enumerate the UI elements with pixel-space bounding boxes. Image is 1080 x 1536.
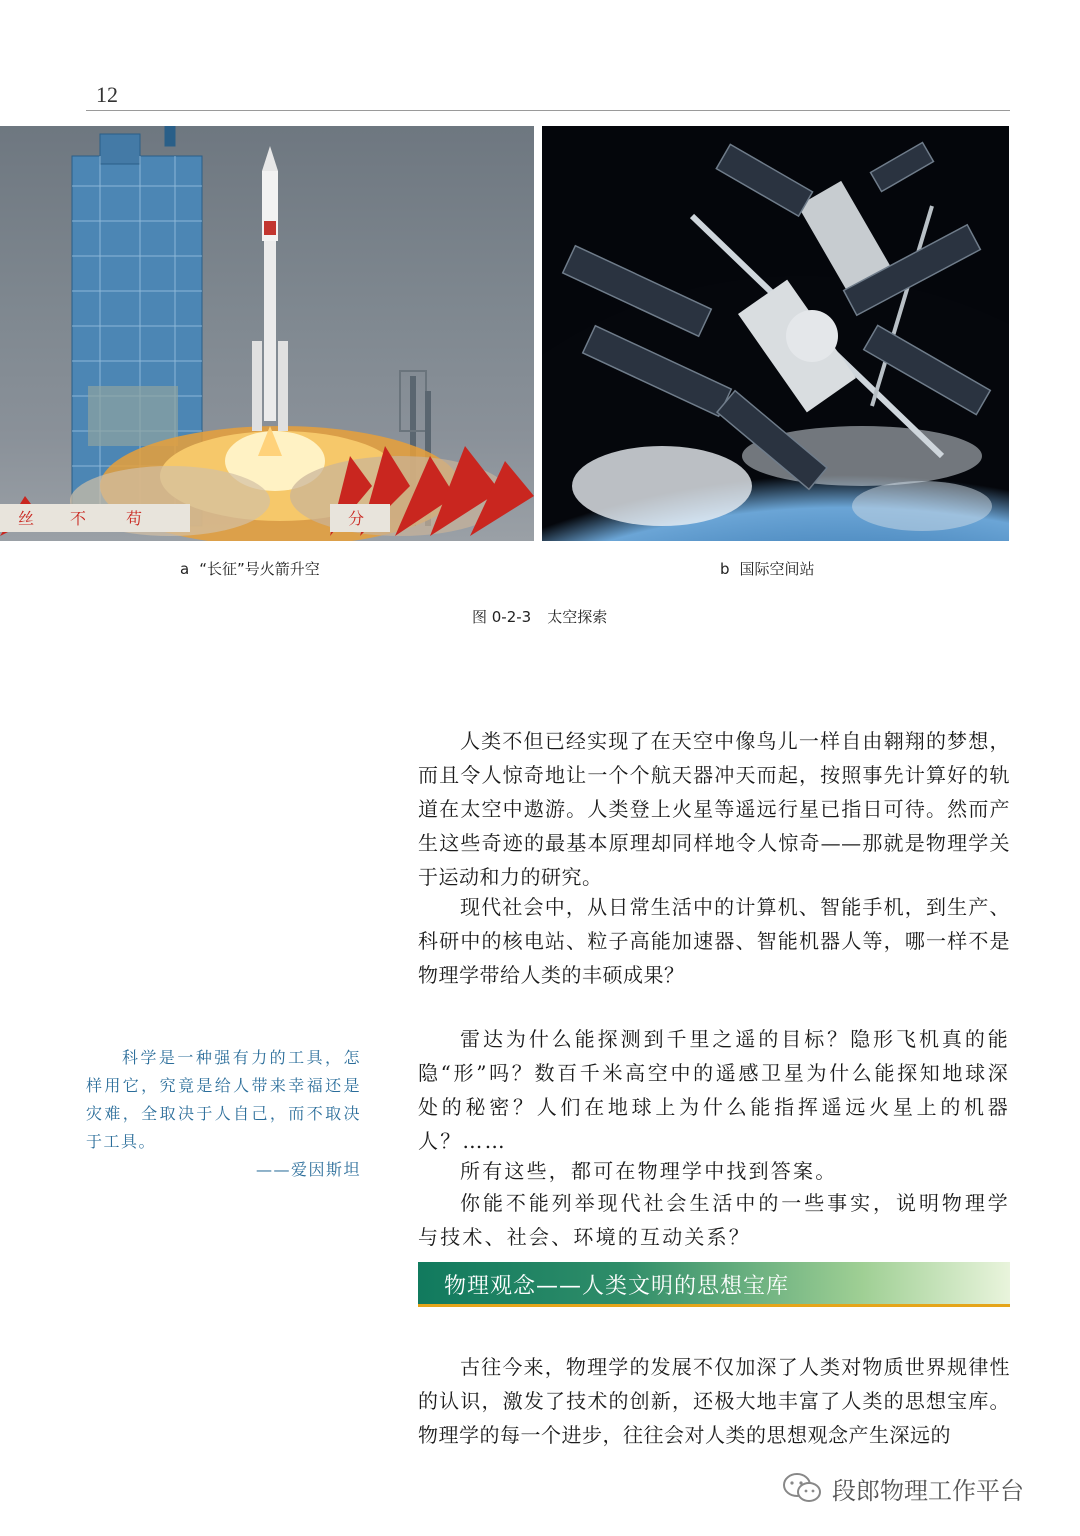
rocket	[252, 146, 288, 456]
paragraph-1: 人类不但已经实现了在天空中像鸟儿一样自由翱翔的梦想，而且令人惊奇地让一个个航天器冲天而起，按照事先计算好的轨道在太空中遨游。人类登上火星等遥远行星已指日可待。然而产生这些奇迹的最基本原理却同样地令人惊奇——那就是物理学关于运动和力的研究。	[418, 729, 1010, 889]
figure-b-label: b	[720, 560, 730, 578]
watermark	[782, 1468, 1024, 1508]
figure-title: 太空探索	[547, 608, 608, 626]
figure-a-label: a	[180, 560, 190, 578]
quote-text: 科学是一种强有力的工具，怎样用它，究竟是给人带来幸福还是灾难，全取决于人自己，而不取决于工具。	[86, 1048, 361, 1151]
banner-char-3: 苟	[126, 509, 143, 528]
paragraph-6: 古往今来，物理学的发展不仅加深了人类对物质世界规律性的认识，激发了技术的创新，还极大地丰富了人类的思想宝库。物理学的每一个进步，往往会对人类的思想观念产生深远的	[418, 1355, 1010, 1447]
figure-number: 图 0-2-3	[472, 608, 532, 626]
banner-char-4: 分	[348, 509, 365, 528]
quote-author: ——爱因斯坦	[255, 1160, 361, 1179]
paragraph-2: 现代社会中，从日常生活中的计算机、智能手机，到生产、科研中的核电站、粒子高能加速器、智能机器人等，哪一样不是物理学带给人类的丰硕成果？	[418, 895, 1010, 987]
page-number: 12	[96, 82, 118, 107]
banner-char-2: 不	[70, 509, 87, 528]
paragraph-4: 所有这些，都可在物理学中找到答案。	[460, 1159, 838, 1183]
watermark-text: 段郎物理工作平台	[832, 1476, 1024, 1505]
section-title: 物理观念——人类文明的思想宝库	[444, 1274, 790, 1299]
figure-a-caption-text: “长征”号火箭升空	[199, 560, 320, 578]
section-heading-banner	[418, 1262, 1010, 1307]
sidebar-quote	[86, 1044, 361, 1184]
wechat-icon	[782, 1472, 822, 1504]
rocket-launch-photo	[0, 126, 534, 541]
banner-char-1: 丝	[18, 509, 35, 528]
space-station-photo	[542, 126, 1009, 541]
paragraph-3: 雷达为什么能探测到千里之遥的目标？隐形飞机真的能隐“形”吗？数百千米高空中的遥感卫星为什么能探知地球深处的秘密？人们在地球上为什么能指挥遥远火星上的机器人？……	[418, 1027, 1010, 1153]
figure-a-caption	[180, 558, 320, 579]
figure-caption	[472, 606, 607, 627]
figure-b-caption	[720, 558, 815, 579]
header-rule	[86, 110, 1010, 111]
figure-b-caption-text: 国际空间站	[739, 560, 815, 578]
paragraph-5: 你能不能列举现代社会生活中的一些事实，说明物理学与技术、社会、环境的互动关系？	[418, 1191, 1010, 1249]
